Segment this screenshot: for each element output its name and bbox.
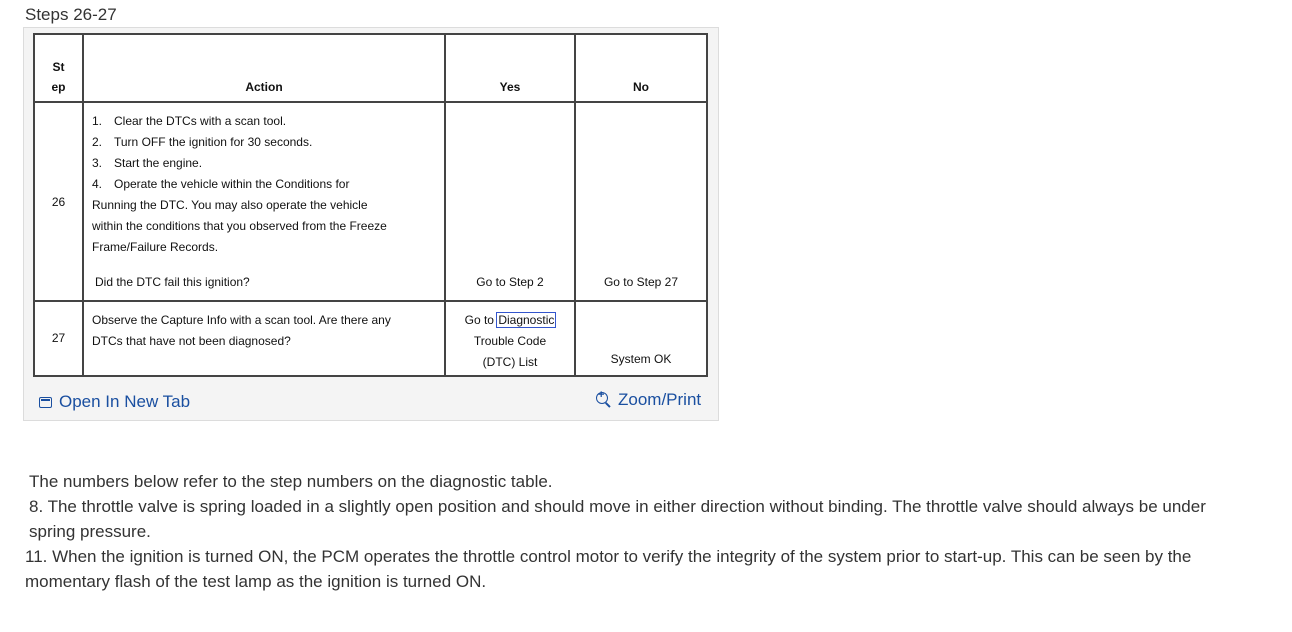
table-row <box>34 102 707 301</box>
list-item: 4. Operate the vehicle within the Conditions for <box>92 177 350 191</box>
step-number: 26 <box>51 195 66 209</box>
zoom-print-link[interactable]: + Zoom/Print <box>596 390 701 410</box>
notes-section <box>25 469 1255 594</box>
header-no: No <box>575 34 707 102</box>
no-cell <box>575 301 707 376</box>
action-continuation: Frame/Failure Records. <box>92 240 219 254</box>
step-number: 27 <box>51 331 66 345</box>
header-step <box>34 34 83 102</box>
yes-result: Go to Diagnostic Trouble Code (DTC) List <box>464 313 555 369</box>
header-step-bottom: ep <box>51 80 66 94</box>
header-action: Action <box>83 34 445 102</box>
no-result: Go to Step 27 <box>603 275 679 289</box>
yes-result: Go to Step 2 <box>476 275 544 289</box>
notes-intro: The numbers below refer to the step numbers on the diagnostic table. <box>29 472 553 491</box>
list-item: 1. Clear the DTCs with a scan tool. <box>92 114 287 128</box>
action-question: Did the DTC fail this ignition? <box>95 275 250 289</box>
no-result: System OK <box>610 352 672 366</box>
action-line: DTCs that have not been diagnosed? <box>92 334 291 348</box>
action-cell <box>83 102 445 301</box>
table-row <box>34 301 707 376</box>
table-header-row <box>34 34 707 102</box>
list-item: 3. Start the engine. <box>92 156 203 170</box>
diagnostic-link[interactable]: Diagnostic <box>498 313 555 327</box>
section-heading: Steps 26-27 <box>25 5 117 24</box>
diagnostic-table <box>33 33 708 377</box>
yes-cell <box>445 102 575 301</box>
action-continuation: within the conditions that you observed from the Freeze <box>92 219 387 233</box>
open-new-tab-link[interactable]: Open In New Tab <box>39 392 190 412</box>
zoom-icon <box>596 392 608 404</box>
no-cell <box>575 102 707 301</box>
list-item: 2. Turn OFF the ignition for 30 seconds. <box>92 135 313 149</box>
note-11: 11. When the ignition is turned ON, the PCM operates the throttle control motor to verify the integrity of the system prior to start-up. This can be seen by the momentary flash of the test lamp as the ignition is turned ON. <box>25 547 1192 591</box>
action-continuation: Running the DTC. You may also operate the vehicle <box>92 198 368 212</box>
action-cell <box>83 301 445 376</box>
action-line: Observe the Capture Info with a scan tool. Are there any <box>92 313 391 327</box>
step-cell <box>34 301 83 376</box>
note-8: 8. The throttle valve is spring loaded in a slightly open position and should move in either direction without binding. The throttle valve should always be under spring pressure. <box>29 497 1206 541</box>
header-yes: Yes <box>445 34 575 102</box>
yes-cell <box>445 301 575 376</box>
action-steps <box>84 103 444 195</box>
new-tab-icon <box>39 397 52 408</box>
step-cell <box>34 102 83 301</box>
header-step-top: St <box>52 60 65 74</box>
